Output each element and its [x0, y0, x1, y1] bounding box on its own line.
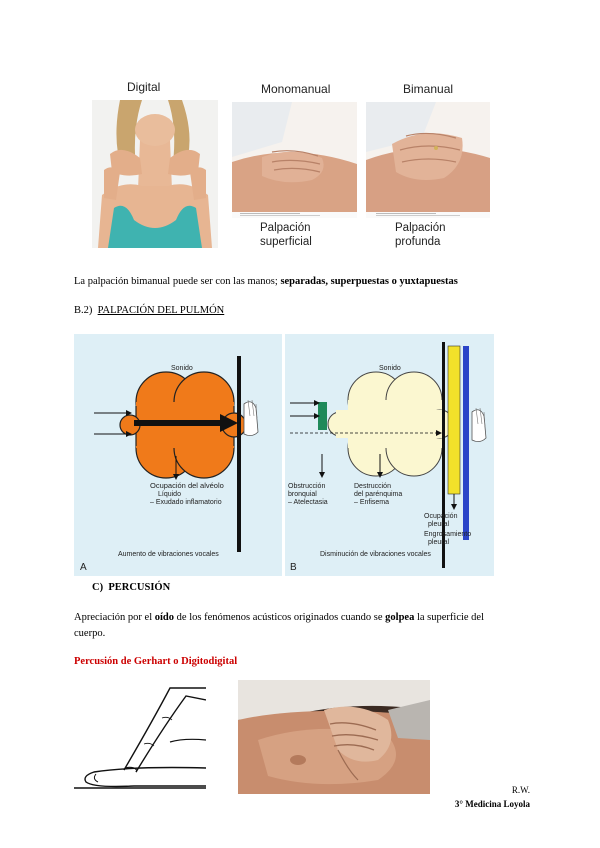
footer-course: 3° Medicina Loyola — [454, 799, 530, 809]
panel-b-pleural-effusion — [448, 346, 460, 494]
palpacion-superficial-label-2: superficial — [260, 236, 312, 248]
bimanual-bold-text: separadas, superpuestas o yuxtapuestas — [280, 276, 458, 287]
lung-palpation-diagram — [74, 334, 494, 576]
percussion-photo — [238, 680, 430, 794]
palpacion-profunda-label-2: profunda — [395, 236, 441, 248]
panel-b-letter: B — [290, 562, 297, 573]
panel-b-pleural-thickening — [463, 346, 469, 540]
panel-b-obstruccion-1: Obstrucción — [288, 483, 326, 490]
percusion-paragraph — [74, 610, 544, 642]
panel-b-ocupacion-1: Ocupación — [424, 513, 458, 520]
panel-a-ocupacion-title: Ocupación del alvéolo — [150, 481, 224, 490]
finger-percussion-drawing — [74, 682, 206, 794]
percusion-text-line2: cuerpo. — [74, 628, 106, 639]
footer-initials: R.W. — [511, 785, 530, 795]
percusion-bold-golpea: golpea — [385, 612, 415, 623]
section-b2-title: PALPACIÓN DEL PULMÓN — [97, 305, 225, 316]
panel-b-destruccion-1: Destrucción — [354, 483, 391, 490]
bimanual-paragraph — [74, 274, 534, 290]
monomanual-palpation-photo — [232, 102, 357, 212]
panel-b-hand-icon — [472, 408, 486, 442]
panel-b-destruccion-3: – Enfisema — [354, 499, 390, 506]
percusion-bold-oido: oído — [154, 612, 175, 623]
panel-a-chest-wall — [237, 356, 241, 552]
bimanual-label: Bimanual — [403, 82, 454, 96]
gerhart-heading: Percusión de Gerhart o Digitodigital — [74, 656, 238, 667]
section-c-number: C) — [92, 582, 104, 593]
panel-a-caption: Aumento de vibraciones vocales — [118, 551, 219, 558]
panel-a-ocupacion-item2: – Exudado inflamatorio — [150, 499, 222, 506]
palpation-types-figure — [85, 74, 495, 264]
panel-b-obstruccion-3: – Atelectasia — [288, 499, 328, 506]
percusion-text-2: de los fenómenos acústicos originados cuando se — [174, 612, 386, 623]
percusion-text-3: la superficie del — [414, 612, 485, 623]
bimanual-photo-caption-strip — [366, 212, 490, 218]
panel-b-caption: Disminución de vibraciones vocales — [320, 551, 431, 558]
digital-palpation-photo — [92, 100, 218, 248]
section-c-heading — [92, 580, 170, 596]
panel-a-hand-icon — [244, 400, 258, 436]
bimanual-palpation-photo — [366, 102, 490, 212]
bimanual-text: La palpación bimanual puede ser con las manos; — [74, 276, 281, 287]
panel-b-obstruccion-2: bronquial — [288, 491, 317, 498]
panel-b-ocupacion-2: pleural — [428, 521, 450, 528]
panel-b-destruccion-2: del parénquima — [354, 491, 403, 498]
monomanual-label: Monomanual — [261, 82, 331, 96]
panel-a-letter: A — [80, 562, 87, 573]
panel-b-sonido-label: Sonido — [379, 365, 401, 372]
monomanual-photo-caption-strip — [232, 212, 357, 218]
section-b2-number: B.2) — [74, 305, 93, 316]
palpacion-profunda-label-1: Palpación — [395, 222, 446, 234]
percusion-text-1: Apreciación por el — [74, 612, 155, 623]
panel-b-engrosamiento-2: pleural — [428, 539, 450, 546]
section-c-title: PERCUSIÓN — [108, 582, 171, 593]
palpacion-superficial-label-1: Palpación — [260, 222, 311, 234]
panel-a-ocupacion-item1: Líquido — [158, 491, 181, 498]
panel-a-sonido-label: Sonido — [171, 365, 193, 372]
digital-label: Digital — [127, 80, 161, 94]
section-b2-heading — [74, 303, 224, 319]
panel-b-engrosamiento-1: Engrosamiento — [424, 531, 472, 538]
